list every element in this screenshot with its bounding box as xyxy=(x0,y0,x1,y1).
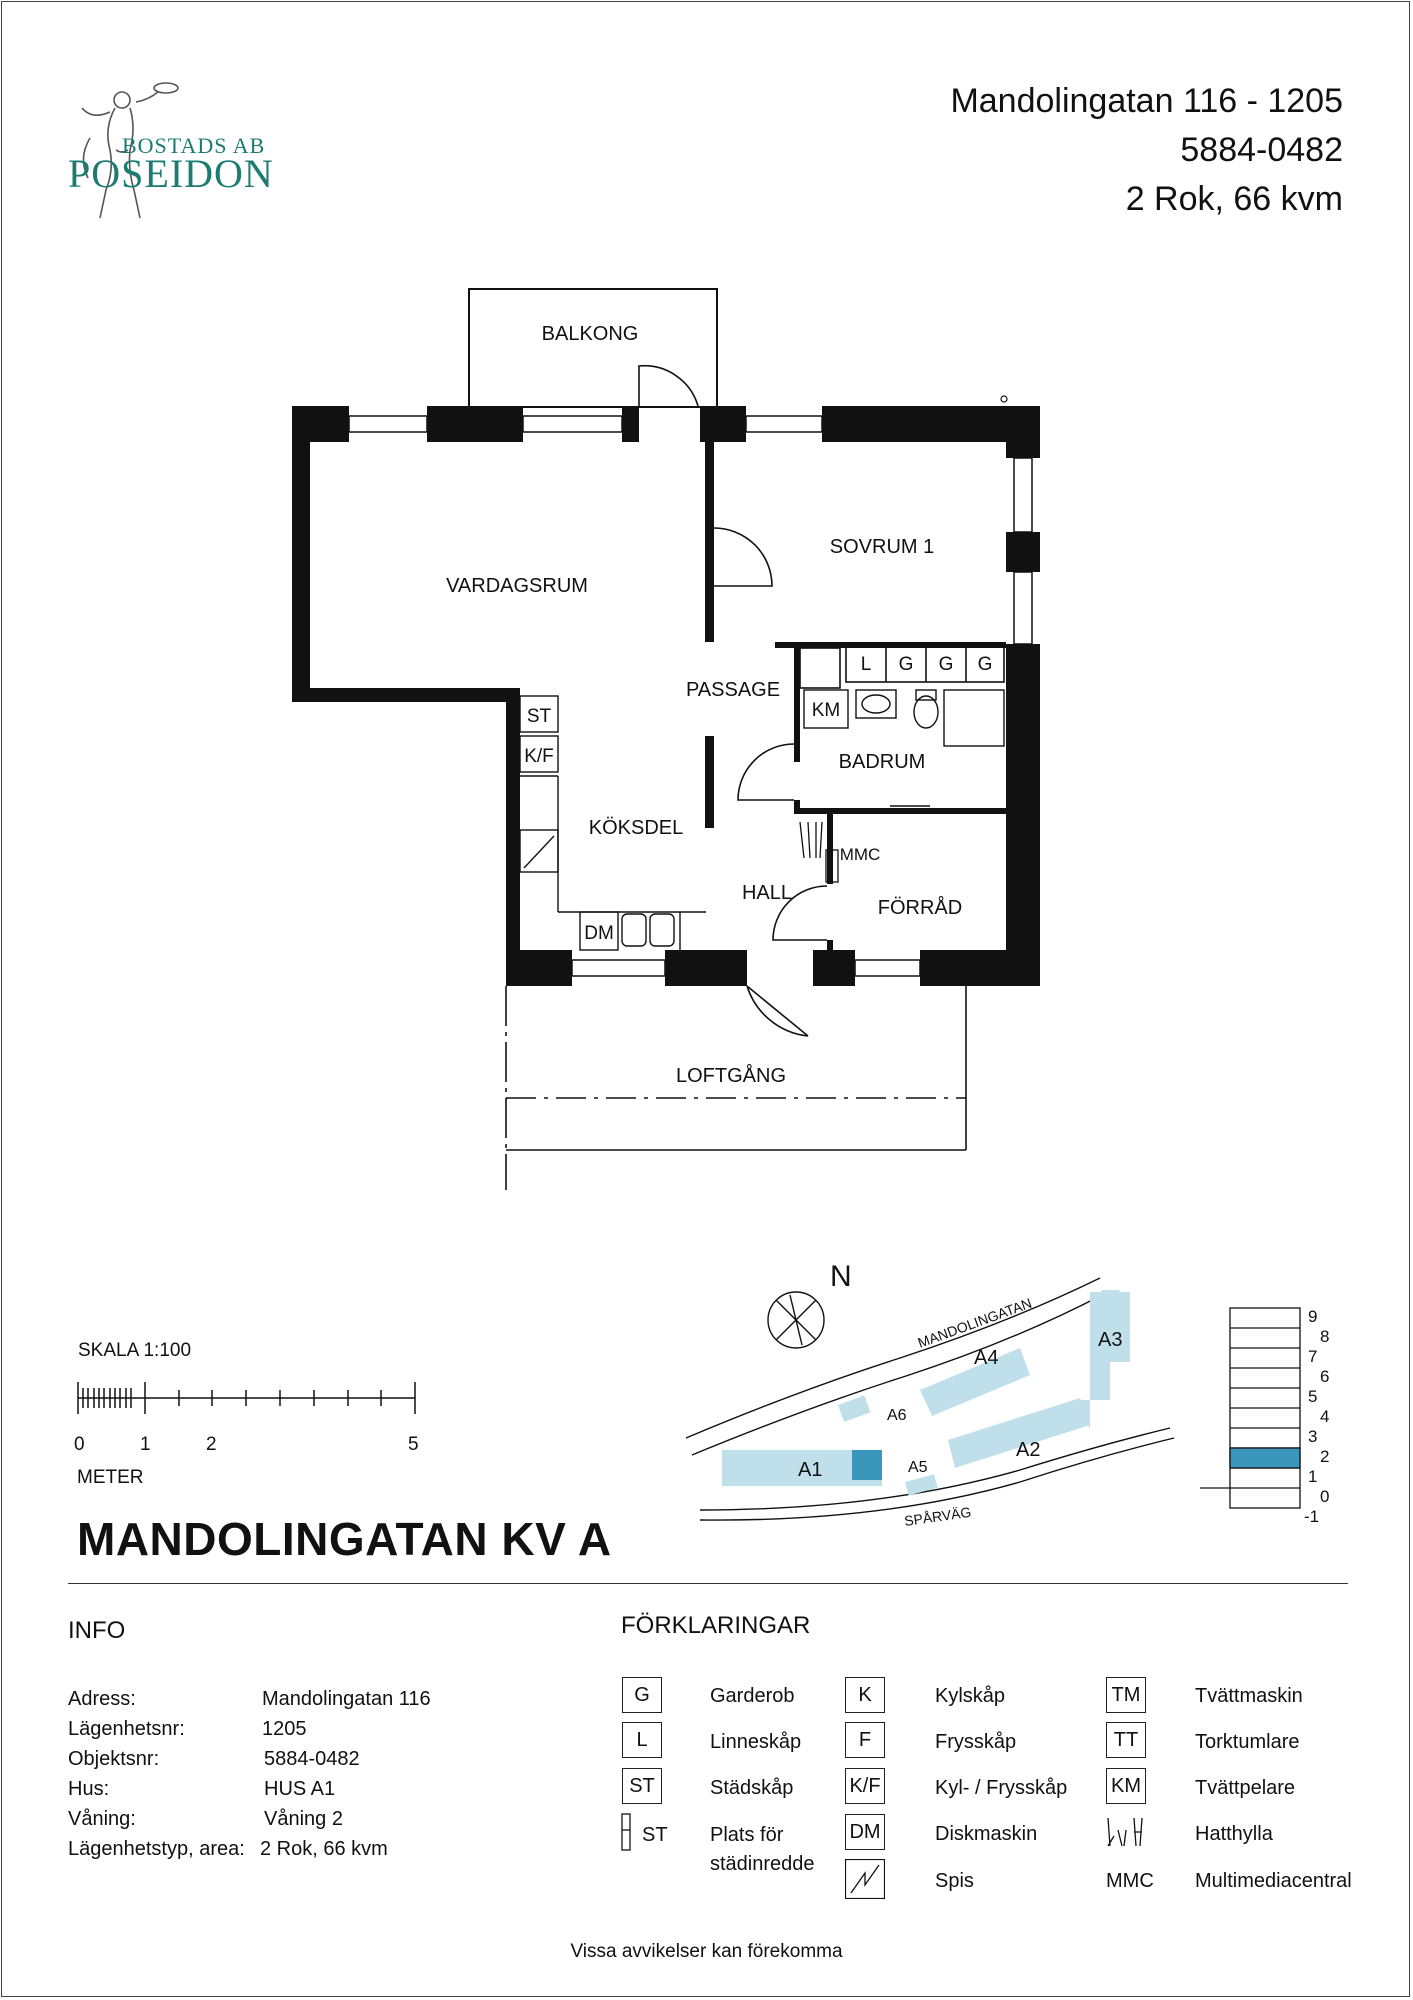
fixture-g3: G xyxy=(977,654,993,675)
room-koksdel: KÖKSDEL xyxy=(588,817,684,839)
scale-unit: METER xyxy=(77,1467,144,1488)
room-balkong: BALKONG xyxy=(541,323,639,345)
legend-text: Linneskåp xyxy=(710,1731,802,1753)
fixture-g1: G xyxy=(898,654,914,675)
header-size: 2 Rok, 66 kvm xyxy=(1125,180,1343,218)
floor-3: 3 xyxy=(1308,1427,1318,1446)
info-key: Hus: xyxy=(68,1778,110,1800)
legend-text: Kylskåp xyxy=(935,1685,1006,1707)
legend-text: Garderob xyxy=(710,1685,795,1707)
highlight-building xyxy=(852,1450,882,1480)
info-title: INFO xyxy=(68,1617,126,1644)
legend-code-tt: TT xyxy=(1106,1722,1146,1758)
info-value: 1205 xyxy=(262,1718,307,1740)
fixture-st: ST xyxy=(526,706,552,727)
building-a5: A5 xyxy=(908,1459,928,1476)
legend-code-g: G xyxy=(622,1677,662,1713)
scale-tick-2: 2 xyxy=(206,1434,217,1455)
legend-code-f: F xyxy=(845,1722,885,1758)
logo-line2: POSEIDON xyxy=(68,151,274,196)
scale-bar xyxy=(70,1372,430,1422)
header-object-number: 5884-0482 xyxy=(1180,131,1343,169)
info-key: Lägenhetsnr: xyxy=(68,1718,185,1740)
room-passage: PASSAGE xyxy=(685,679,781,701)
room-loftgang: LOFTGÅNG xyxy=(675,1065,787,1087)
legend-text: Tvättmaskin xyxy=(1195,1685,1303,1707)
building-a1: A1 xyxy=(798,1459,823,1481)
room-forrad: FÖRRÅD xyxy=(877,897,963,919)
legend-code-km: KM xyxy=(1106,1768,1146,1804)
floor-0: 0 xyxy=(1320,1487,1330,1506)
info-value: Våning 2 xyxy=(264,1808,343,1830)
divider xyxy=(68,1583,1348,1584)
info-value: 5884-0482 xyxy=(264,1748,360,1770)
building-a2: A2 xyxy=(1016,1439,1041,1461)
street-sparvag: SPÅRVÄG xyxy=(903,1503,973,1529)
scale-tick-1: 1 xyxy=(140,1434,151,1455)
legend-text: Plats för xyxy=(710,1824,784,1846)
room-vardagsrum: VARDAGSRUM xyxy=(446,575,588,597)
stove-icon xyxy=(845,1859,885,1899)
legend-code-k: K xyxy=(845,1677,885,1713)
building-a3: A3 xyxy=(1098,1329,1123,1351)
legend-text: Städskåp xyxy=(710,1777,794,1799)
scale-title: SKALA 1:100 xyxy=(78,1340,192,1361)
building-a4: A4 xyxy=(974,1347,999,1369)
legend-text: Torktumlare xyxy=(1195,1731,1300,1753)
legend-code-l: L xyxy=(622,1722,662,1758)
legend-text: Frysskåp xyxy=(935,1731,1017,1753)
legend-code-dm: DM xyxy=(845,1814,885,1850)
legend-code-st: ST xyxy=(622,1768,662,1804)
floor-4: 4 xyxy=(1320,1407,1330,1426)
building-a6: A6 xyxy=(887,1407,907,1424)
legend-text: Hatthylla xyxy=(1195,1823,1273,1845)
floor-5: 5 xyxy=(1308,1387,1318,1406)
balcony-outline xyxy=(469,289,717,407)
fixture-kf: K/F xyxy=(524,746,554,767)
loftgang-outline xyxy=(506,986,966,1190)
info-key: Våning: xyxy=(68,1808,136,1830)
fixture-l: L xyxy=(860,654,872,675)
info-key: Lägenhetstyp, area: xyxy=(68,1838,245,1860)
legend-text: Spis xyxy=(935,1870,974,1892)
floor-minus1: -1 xyxy=(1304,1507,1320,1526)
info-key: Objektsnr: xyxy=(68,1748,160,1770)
marker-dot xyxy=(1001,396,1007,402)
project-title: MANDOLINGATAN KV A xyxy=(77,1513,612,1565)
info-value: Mandolingatan 116 xyxy=(262,1688,431,1710)
floor-7: 7 xyxy=(1308,1347,1318,1366)
hat-shelf-icon xyxy=(1104,1812,1150,1852)
legend-text: städinredde xyxy=(710,1853,815,1875)
footer-disclaimer: Vissa avvikelser kan förekomma xyxy=(570,1941,843,1962)
header-address: Mandolingatan 116 - 1205 xyxy=(950,82,1343,120)
floor-indicator xyxy=(1190,1300,1370,1540)
legend-text: Tvättpelare xyxy=(1195,1777,1296,1799)
fixture-dm: DM xyxy=(584,923,614,944)
site-map xyxy=(680,1240,1200,1540)
fixture-km: KM xyxy=(811,700,841,721)
floor-2: 2 xyxy=(1320,1447,1330,1466)
street-mandolingatan: MANDOLINGATAN xyxy=(915,1294,1034,1351)
info-value: 2 Rok, 66 kvm xyxy=(260,1838,388,1860)
floor-9: 9 xyxy=(1308,1307,1318,1326)
legend-code-st-rack: ST xyxy=(642,1824,668,1846)
info-key: Adress: xyxy=(68,1688,136,1710)
floor-current-highlight xyxy=(1230,1448,1300,1468)
floor-1: 1 xyxy=(1308,1467,1318,1486)
legend-text: Diskmaskin xyxy=(935,1823,1038,1845)
scale-tick-0: 0 xyxy=(74,1434,85,1455)
legend-code-mmc: MMC xyxy=(1106,1870,1154,1892)
legend-code-tm: TM xyxy=(1106,1677,1146,1713)
legend-title: FÖRKLARINGAR xyxy=(621,1612,811,1639)
info-value: HUS A1 xyxy=(264,1778,336,1800)
fixture-mmc: MMC xyxy=(839,845,881,864)
floor-6: 6 xyxy=(1320,1367,1330,1386)
room-sovrum: SOVRUM 1 xyxy=(829,536,935,558)
logo-line1: BOSTADS AB xyxy=(122,133,266,158)
room-badrum: BADRUM xyxy=(838,751,926,773)
cleaning-rack-icon xyxy=(620,1812,634,1854)
legend-text: Multimediacentral xyxy=(1195,1870,1352,1892)
room-hall: HALL xyxy=(741,882,793,904)
floor-8: 8 xyxy=(1320,1327,1330,1346)
fixture-g2: G xyxy=(938,654,954,675)
legend-code-kf: K/F xyxy=(845,1768,885,1804)
legend-text: Kyl- / Frysskåp xyxy=(935,1777,1068,1799)
scale-tick-5: 5 xyxy=(408,1434,419,1455)
north-label: N xyxy=(830,1260,852,1293)
